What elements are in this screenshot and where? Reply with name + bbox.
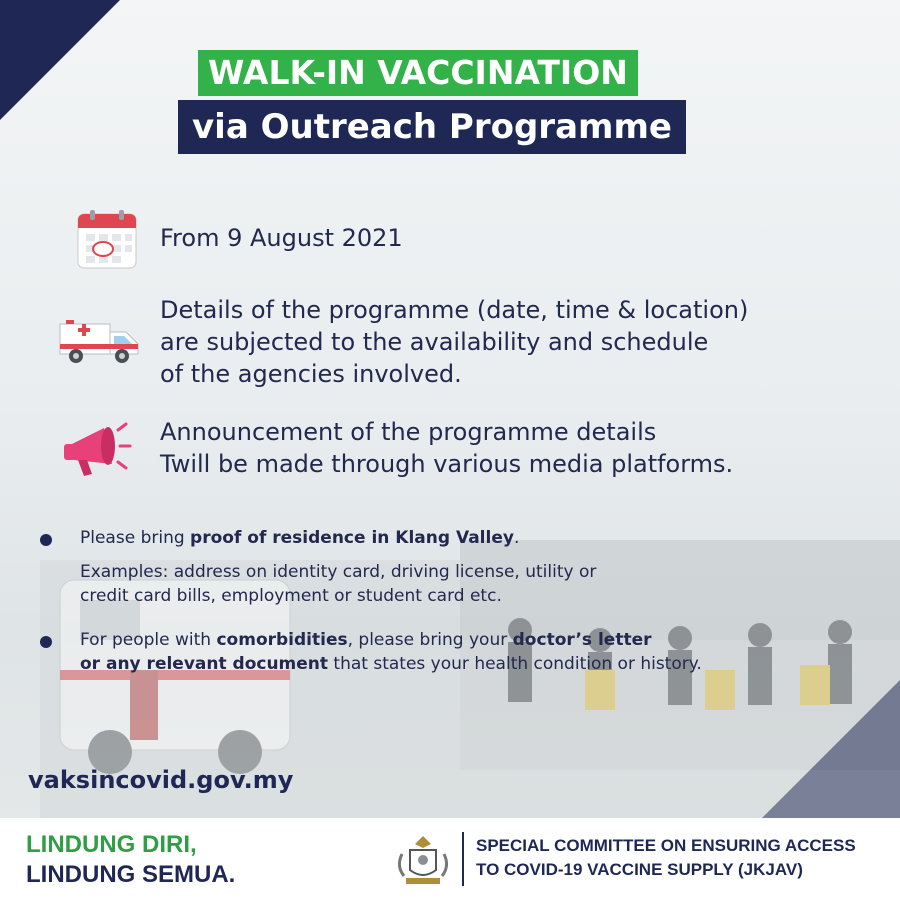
announcement-text xyxy=(160,416,733,480)
megaphone-icon xyxy=(60,420,132,482)
programme-details-line: are subjected to the availability and schedule xyxy=(160,328,709,356)
comorbidities-text xyxy=(80,628,702,676)
residence-bold: proof of residence in Klang Valley xyxy=(190,528,514,548)
comorbidities-line-2 xyxy=(80,652,702,676)
committee-line: SPECIAL COMMITTEE ON ENSURING ACCESS xyxy=(476,836,856,855)
comorbidities-part: , please bring your xyxy=(347,630,513,650)
calendar-icon xyxy=(74,208,140,272)
coat-of-arms-icon xyxy=(392,832,454,888)
programme-details-text xyxy=(160,294,748,390)
programme-details-line: of the agencies involved. xyxy=(160,360,462,388)
comorbidities-part: For people with xyxy=(80,630,217,650)
committee-line: TO COVID-19 VACCINE SUPPLY (JKJAV) xyxy=(476,860,803,879)
comorbidities-line-1 xyxy=(80,628,702,652)
slogan-line-2: LINDUNG SEMUA. xyxy=(26,861,236,888)
programme-details-line: Details of the programme (date, time & location) xyxy=(160,296,749,324)
residence-end: . xyxy=(513,528,520,548)
relevant-document-bold: or any relevant document xyxy=(80,654,329,674)
title-line-2: via Outreach Programme xyxy=(178,100,686,154)
slogan xyxy=(26,830,235,890)
comorbidities-bold: comorbidities xyxy=(216,630,348,650)
examples-line: credit card bills, employment or student card etc. xyxy=(80,586,502,606)
corner-decoration xyxy=(0,0,120,120)
footer xyxy=(0,818,900,900)
start-date-text: From 9 August 2021 xyxy=(160,224,403,252)
ambulance-icon xyxy=(56,314,142,366)
examples-line: Examples: address on identity card, driving license, utility or xyxy=(80,562,597,582)
examples-text xyxy=(80,560,596,608)
slogan-line-1: LINDUNG DIRI, xyxy=(26,831,197,858)
committee-name xyxy=(476,834,856,882)
announcement-line: Announcement of the programme details xyxy=(160,418,657,446)
footer-divider xyxy=(462,832,464,886)
doctor-letter-bold: doctor’s letter xyxy=(512,630,652,650)
comorbidities-part: that states your health condition or history. xyxy=(328,654,702,674)
website-link[interactable]: vaksincovid.gov.my xyxy=(28,766,294,794)
announcement-line: Twill be made through various media platforms. xyxy=(160,450,734,478)
bullet-dot xyxy=(40,534,52,546)
bullet-dot xyxy=(40,636,52,648)
residence-proof-text xyxy=(80,526,519,550)
title-line-1: WALK-IN VACCINATION xyxy=(198,50,638,96)
residence-intro: Please bring xyxy=(80,528,191,548)
